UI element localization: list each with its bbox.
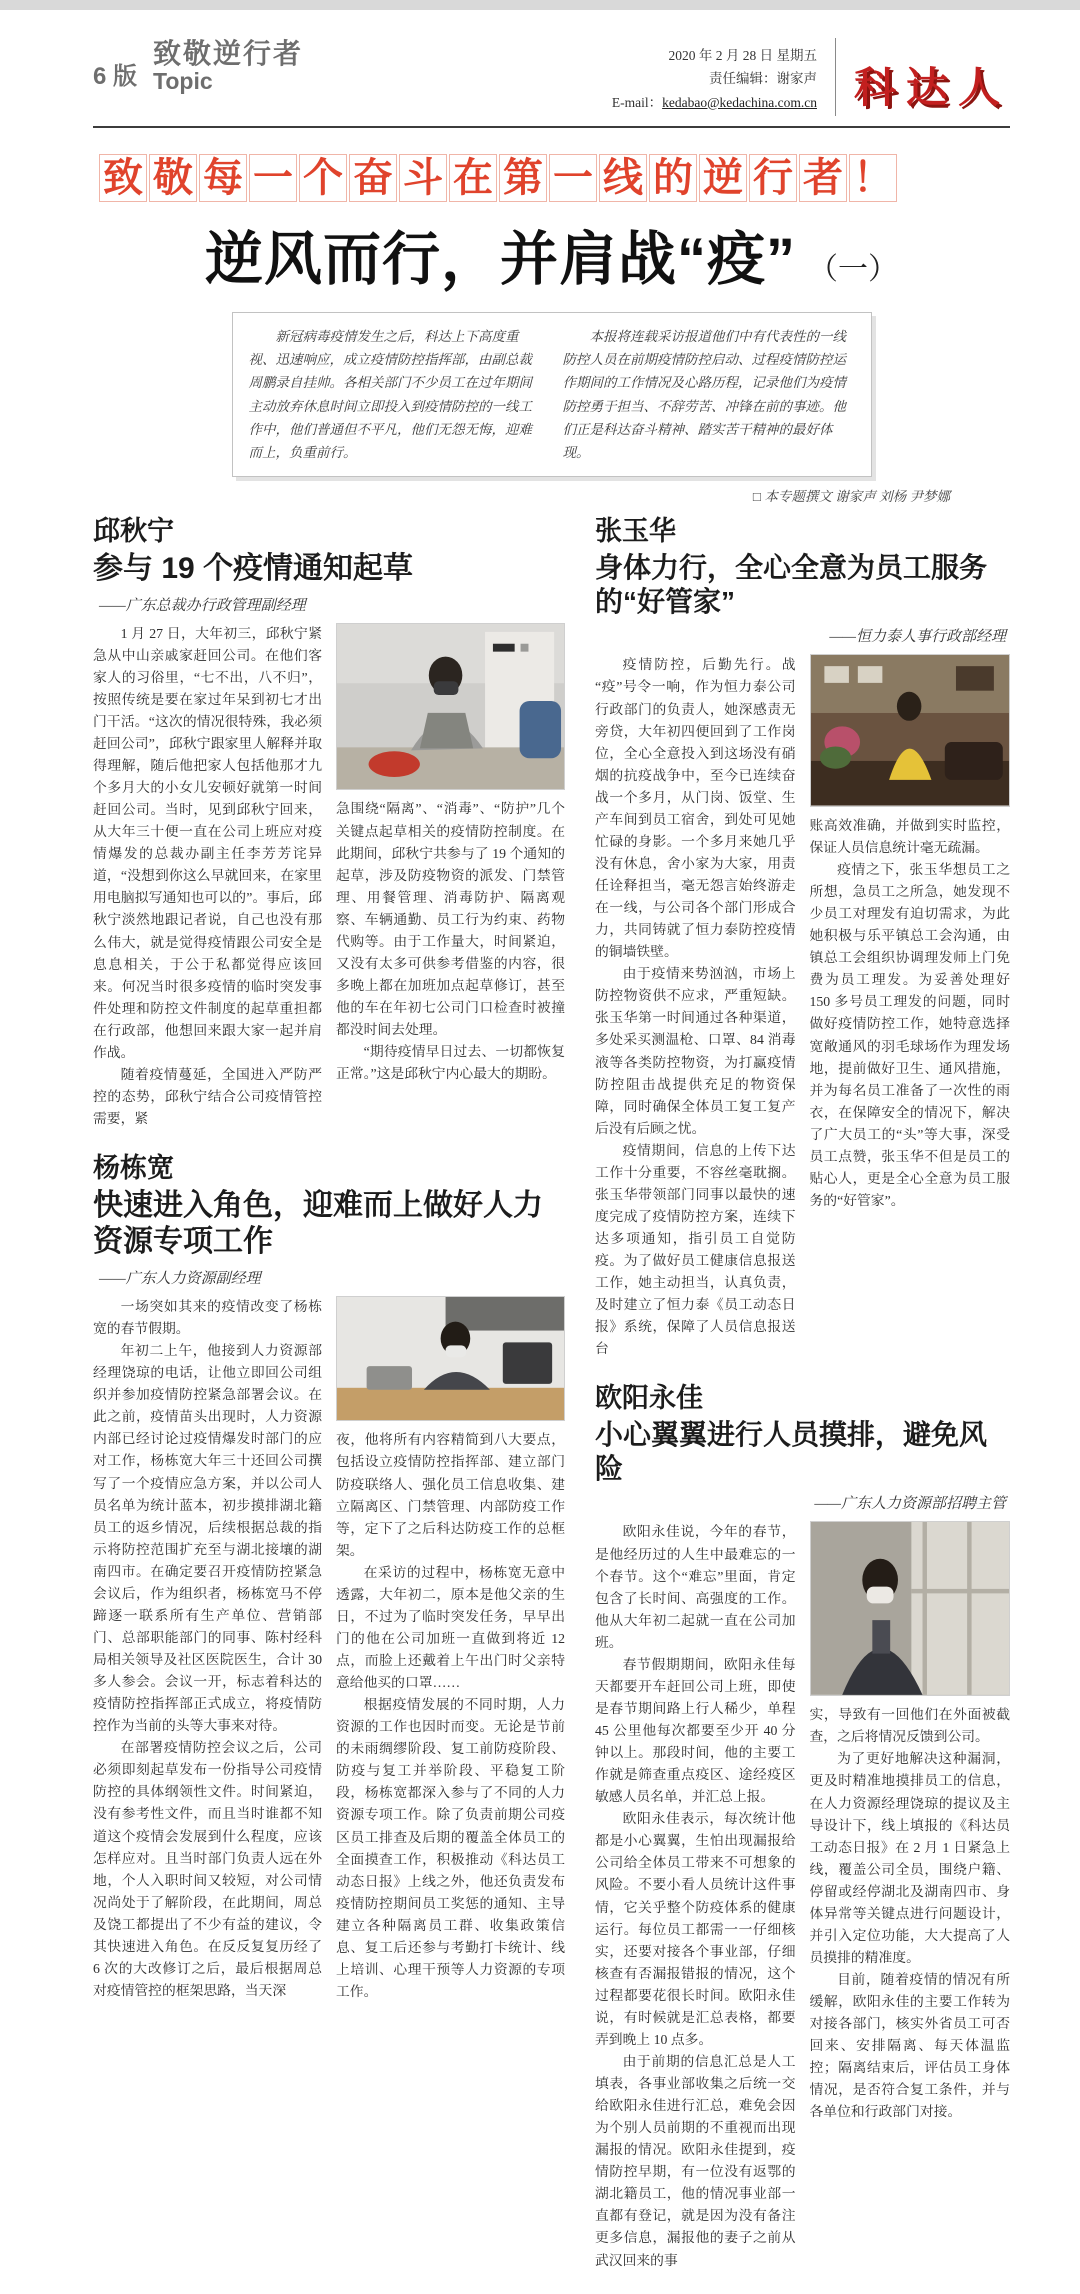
- email-label: E-mail：: [611, 94, 663, 110]
- section-title: 致敬逆行者: [153, 38, 304, 69]
- paragraph: 夜，他将所有内容精简到八大要点，包括设立疫情防控指挥部、建立部门防疫联络人、强化员工信息收集、建立隔离区、门禁管理、内部防疫工作等，定下了之后科达防疫工作的总框架。: [336, 1432, 565, 1558]
- intro-box: [232, 312, 872, 477]
- red-banner: 致 敬 每 一 个 奋 斗 在 第 一 线 的 逆 行 者 ！: [99, 154, 1010, 202]
- paragraph: 在部署疫情防控会议之后，公司必须即刻起草发布一份指导公司疫情防控的具体纲领性文件。时间紧迫，没有参考性文件，而且当时谁都不知道这个疫情会发展到什么程度，应该怎样应对。且当时部门负责人远在外地，个人入职时间又较短，对公司情况尚处于了解阶段，在此期间，周总及饶工都提出了不少有益的建议，令其快速进入角色。在反反复复历经了 6 次的大改修订之后，最后根据周总对疫情管控的框架思路，当天深: [93, 1740, 322, 1998]
- article3-col2: [336, 1296, 565, 2003]
- page-top-strip: [0, 0, 1080, 10]
- article1-col1: [93, 623, 322, 1130]
- paragraph: 欧阳永佳说，今年的春节，是他经历过的人生中最难忘的一个春节。这个“难忘”里面，肯定包含了长时间、高强度的工作。他从大年初二起就一直在公司加班。: [595, 1524, 796, 1650]
- paragraph: 随着疫情蔓延，全国进入严防严控的态势，邱秋宁结合公司疫情管控需要，紧: [93, 1066, 322, 1127]
- paragraph: 疫情期间，信息的上传下达工作十分重要，不容丝毫耽搁。张玉华带领部门同事以最快的速度完成了疫情防控方案，连续下达多项通知，指引员工自觉防疫。为了做好员工健康信息报送工作，她主动担当，认真负责，及时建立了恒力泰《员工动态日报》系统，保障了人员信息报送台: [595, 1142, 796, 1357]
- article2-byline: ——恒力泰人事行政部经理: [829, 629, 1006, 646]
- article3-title: 快速进入角色，迎难而上做好人力资源专项工作: [93, 1188, 543, 1259]
- paragraph: 一场突如其来的疫情改变了杨栋宽的春节假期。: [93, 1299, 322, 1337]
- paragraph: 由于前期的信息汇总是人工填表，各事业部收集之后统一交给欧阳永佳进行汇总，难免会因为个别人员前期的不重视而出现漏报的情况。欧阳永佳提到，疫情防控早期，有一位没有返鄂的湖北籍员工，他的情况事业部一直都有登记，就是因为没有备注更多信息，漏报他的妻子之前从武汉回来的事: [595, 2053, 796, 2268]
- newspaper-page: [0, 10, 1080, 2294]
- article2-col2: [810, 654, 1011, 1360]
- article2-person-name: 张玉华: [595, 516, 676, 547]
- headline-part-number: （一）: [808, 253, 898, 286]
- photo-yangdongkuan-desk: [336, 1296, 565, 1421]
- intro-right-column: 本报将连载采访报道他们中有代表性的一线防控人员在前期疫情防控启动、过程疫情防控运作期间的工作情况及心路历程，记录他们为疫情防控勇于担当、不辞劳苦、冲锋在前的事迹。他们正是科达奋斗精神、踏实苦干精神的最好体现。: [562, 329, 846, 461]
- main-headline-row: [93, 212, 1010, 296]
- publish-date: 2020 年 2 月 28 日 星期五: [668, 47, 817, 63]
- paragraph: 账高效准确，并做到实时监控，保证人员信息统计毫无疏漏。: [809, 817, 1010, 855]
- article-yangdongkuan: [93, 1152, 565, 2003]
- byline-credit: □ 本专题撰文 谢家声 刘杨 尹梦娜: [752, 489, 950, 505]
- paragraph: 急围绕“隔离”、“消毒”、“防护”几个关键点起草相关的疫情防控制度。在此期间，邱秋宁共参与了 19 个通知的起草，涉及防疫物资的派发、门禁管理、用餐管理、消毒防护、隔离观察、车辆通勤、员工行为约束、药物代购等。由于工作量大，时间紧迫，又没有太多可供参考借鉴的内容，很多晚上都在加班加点起草修订，甚至他的车在年初七公司门口检查时被撞都没时间去处理。: [336, 801, 565, 1038]
- article3-person-name: 杨栋宽: [93, 1153, 174, 1184]
- photo-zhangyuhua-room: [810, 654, 1011, 807]
- paragraph: 为了更好地解决这种漏洞，更及时精准地摸排员工的信息，在人力资源经理饶琼的提议及主导设计下，线上填报的《科达员工动态日报》在 2 月 1 日紧急上线，覆盖公司全员，围绕户籍、停留或经停湖北及湖南四市、身体异常等关键点进行问题设计，并引入定位功能，大大提高了人员摸排的精准度。: [809, 1751, 1010, 1965]
- paragraph: 春节假期期间，欧阳永佳每天都要开车赶回公司上班，即使是春节期间路上行人稀少，单程 45 公里他每次都要至少开 40 分钟以上。那段时间，他的主要工作就是筛查重点疫区、途经疫区敏感人员名单，并汇总上报。: [595, 1656, 796, 1805]
- paragraph: 实，导致有一回他们在外面被截查，之后将情况反馈到公司。: [809, 1707, 1010, 1745]
- section-subtitle: Topic: [153, 68, 213, 95]
- page-header: [93, 24, 1010, 128]
- article4-title: 小心翼翼进行人员摸排，避免风险: [595, 1419, 988, 1485]
- article4-person-name: 欧阳永佳: [595, 1383, 703, 1414]
- paragraph: 年初二上午，他接到人力资源部经理饶琼的电话，让他立即回公司组织并参加疫情防控紧急部署会议。在此之前，疫情苗头出现时，人力资源内部已经讨论过疫情爆发时部门的应对工作，杨栋宽大年三十还回公司撰写了一个疫情应急方案，并以公司人员名单为统计蓝本，初步摸排湖北籍员工的返乡情况，后续根据总裁的指示将防控范围扩充至与湖北接壤的湖南四市。在确定要召开疫情防控紧急会议后，作为组织者，杨栋宽马不停蹄逐一联系所有生产单位、营销部门、总部职能部门的同事、陈村经科局相关领导及社区医院医生，合计 30 多人参会。会议一开，标志着科达的疫情防控指挥部正式成立，将疫情防控作为当前的头等大事来对待。: [93, 1343, 322, 1734]
- email-line: [612, 91, 817, 115]
- main-headline: 逆风而行，并肩战“疫”: [204, 227, 796, 292]
- intro-left-column: 新冠病毒疫情发生之后，科达上下高度重视、迅速响应，成立疫情防控指挥部，由副总裁周鹏录自挂帅。各相关部门不少员工在过年期间主动放弃休息时间立即投入到疫情防控的一线工作中，他们普通但不平凡，他们无怨无悔，迎难而上，负重前行。: [248, 329, 532, 461]
- paragraph: 在采访的过程中，杨栋宽无意中透露，大年初二，原本是他父亲的生日，不过为了临时突发任务，早早出门的他在公司加班一直做到将近 12 点，而脸上还戴着上午出门时父亲特意给他买的口罩……: [336, 1564, 565, 1691]
- paragraph: “期待疫情早日过去、一切都恢复正常。”这是邱秋宁内心最大的期盼。: [336, 1044, 565, 1082]
- paragraph: 疫情之下，张玉华想员工之所想，急员工之所急，她发现不少员工对理发有迫切需求，为此她积极与乐平镇总工会沟通，由镇总工会组织协调理发师上门免费为员工理发。为妥善处理好 150 多号员工理发的问题，同时做好疫情防控工作，她特意选择宽敞通风的羽毛球场作为理发场地，提前做好卫生、通风措施，并为每名员工准备了一次性的雨衣，在保障安全的情况下，解决了广大员工的“头”等大事，深受员工点赞，张玉华不但是员工的贴心人，更是全心全意为员工服务的“好管家”。: [809, 862, 1010, 1208]
- article4-col2: [810, 1521, 1011, 2271]
- article2-title: 身体力行，全心全意为员工服务的“好管家”: [595, 552, 988, 618]
- article3-col1: [93, 1296, 322, 2003]
- article4-col1: [595, 1521, 796, 2271]
- masthead-logo: 科达人: [853, 64, 1010, 111]
- article4-byline: ——广东人力资源部招聘主管: [814, 1496, 1006, 1513]
- editor-line: 责任编辑：谢家声: [708, 71, 817, 87]
- paragraph: 疫情防控，后勤先行。战“疫”号令一响，作为恒力泰公司行政部门的负责人，她深感责无旁贷，大年初四便回到了工作岗位，全心全意投入到这场没有硝烟的抗疫战争中，至今已连续奋战一个多月，从门岗、饭堂、生产车间到员工宿舍，到处可见她忙碌的身影。一个多月来她几乎没有休息，舍小家为大家，用责任诠释担当，毫无怨言始终游走在一线，与公司各个部门形成合力，共同铸就了恒力泰防控疫情的铜墙铁壁。: [595, 657, 796, 960]
- paragraph: 根据疫情发展的不同时期，人力资源的工作也因时而变。无论是节前的未雨绸缪阶段、复工前防疫阶段、防疫与复工并举阶段、平稳复工阶段，杨栋宽都深入参与了不同的人力资源专项工作。除了负责前期公司疫区员工排查及后期的覆盖全体员工的全面摸查工作，积极推动《科达员工动态日报》上线之外，他还负责发布疫情防控期间员工奖惩的通知、主导建立各种隔离员工群、收集政策信息、复工后还参与考勤打卡统计、线上培训、心理干预等人力资源的专项工作。: [336, 1697, 565, 1999]
- photo-ouyangyongjia-window: [810, 1521, 1011, 1696]
- article1-person-name: 邱秋宁: [93, 516, 174, 547]
- article3-byline: ——广东人力资源副经理: [99, 1271, 261, 1288]
- photo-qiuqiuning-office: [336, 623, 565, 791]
- email-address[interactable]: kedabao@kedachina.com.cn: [662, 94, 817, 110]
- paragraph: 1 月 27 日，大年初三，邱秋宁紧急从中山亲戚家赶回公司。在他们客家人的习俗里，“七不出，八不归”，按照传统是要在家过年呆到初七才出门干活。“这次的情况很特殊，我必须赶回公司”，邱秋宁跟家里人解释并取得理解，随后他把家人包括他那才九个多月大的小女儿安顿好就第一时间赶回公司。当时，见到邱秋宁回来，从大年三十便一直在公司上班应对疫情爆发的总裁办副主任李芳芳诧异道，“没想到你这么早就回来，在家里用电脑拟写通知也可以的”。事后，邱秋宁淡然地跟记者说，自己也没有那么伟大，就是觉得疫情跟公司安全是息息相关，于公于私都觉得应该回来。何况当时很多疫情的临时突发事件处理和防控文件制度的起草重担都在行政部，他想回来跟大家一起并肩作战。: [93, 625, 322, 1060]
- paragraph: 目前，随着疫情的情况有所缓解，欧阳永佳的主要工作转为对接各部门，核实外省员工可否回来、安排隔离、每天体温监控；隔离结束后，评估员工身体情况，是否符合复工条件，并与各单位和行政部门对接。: [809, 1972, 1010, 2120]
- article-qiuqiuning: [93, 515, 565, 1130]
- header-divider: [835, 38, 836, 116]
- article-ouyangyongjia: [595, 1382, 1010, 2271]
- paragraph: 欧阳永佳表示，每次统计他都是小心翼翼，生怕出现漏报给公司给全体员工带来不可想象的风险。不要小看人员统计这件事情，它关乎整个防疫体系的健康运行。每位员工都需一一仔细核实，还要对接各个事业部，仔细核查有否漏报错报的情况，这个过程都要花很长时间。欧阳永佳说，有时候就是汇总表格，都要弄到晚上 10 点多。: [595, 1811, 796, 2047]
- article2-col1: [595, 654, 796, 1360]
- paragraph: 由于疫情来势汹汹，市场上防控物资供不应求，严重短缺。张玉华第一时间通过各种渠道，多处采买测温枪、口罩、84 消毒液等各类防控物资，为打赢疫情防控阻击战提供充足的物资保障，同时确保全体员工复工复产后没有后顾之忧。: [595, 966, 796, 1136]
- article1-col2: [336, 623, 565, 1130]
- edition-number: 6 版: [93, 63, 138, 91]
- article1-title: 参与 19 个疫情通知起草: [93, 552, 414, 586]
- article-zhangyuhua: [595, 515, 1010, 1360]
- article1-byline: ——广东总裁办行政管理副经理: [99, 597, 306, 614]
